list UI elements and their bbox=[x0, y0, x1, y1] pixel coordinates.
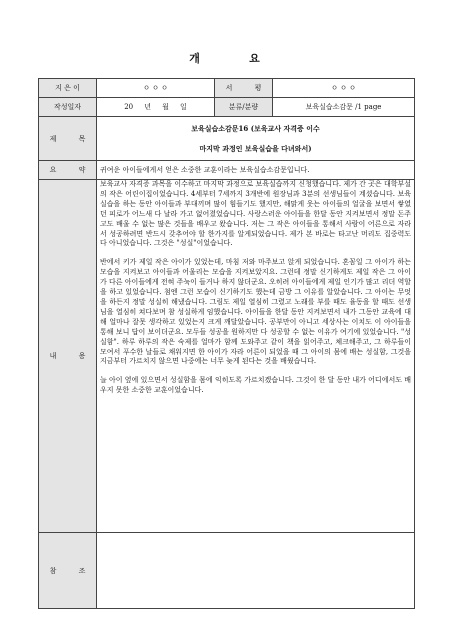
summary-row bbox=[39, 161, 415, 180]
document-title-line-2: 마지막 과정인 보육실습을 다녀와서) bbox=[199, 143, 312, 153]
reference-row bbox=[39, 533, 415, 609]
author-value: ㅇ ㅇ ㅇ bbox=[97, 79, 215, 98]
content-body bbox=[97, 180, 415, 533]
date-value: 20 년 월 일 bbox=[97, 98, 215, 117]
summary-label: 요 약 bbox=[39, 161, 97, 180]
reference-value bbox=[97, 533, 415, 609]
content-paragraph: 보육교사 자격증 과목을 이수하고 마지막 과정으로 보육실습까지 신청했습니다. 제가 간 곳은 대학부설의 작은 어린이집이었습니다. 4세부터 7세까지 3개반에 원장님과 3분의 선생님들이 계셨습니다. 보육실습을 하는 동안 아이들과 부대끼며 많이 힘들기도 했지만, 해맑게 웃는 아이들의 얼굴을 보면서 쌓였던 피로가 어느새 다 날라 가고 없어졌었습니다. 사랑스러운 아이들을 한달 동안 지켜보면서 정말 돈주고도 배울 수 없는 많은 것들을 배우고 왔습니다. 저는 그 작은 아이들을 통해서 사람이 어른으로 자라서 성공하려면 반드시 갖추어야 할 한가지를 알게되었습니다. 제가 본 바로는 타고난 머리도 집중력도 다 아니었습니다. 그것은 "성실"이었습니다. bbox=[100, 180, 411, 248]
author-row bbox=[39, 79, 415, 98]
content-label: 내 용 bbox=[39, 180, 97, 533]
category-value: 보육실습소감문 /1 page bbox=[273, 98, 415, 117]
summary-value: 귀여운 아이들에게서 얻은 소중한 교훈이라는 보육실습소감문입니다. bbox=[97, 161, 415, 180]
title-row bbox=[39, 117, 415, 161]
title-label: 제 목 bbox=[39, 117, 97, 161]
reviewer-value: ㅇ ㅇ ㅇ bbox=[273, 79, 415, 98]
date-row bbox=[39, 98, 415, 117]
date-label: 작성일자 bbox=[39, 98, 97, 117]
content-paragraph: 반에서 키가 제일 작은 아이가 있었는데, 마침 저와 마주보고 앉게 되었습니다. 혼꼼일 그 아이가 하는 모습을 지켜보고 아이들과 어울리는 모습을 지켜보았지요. 그런데 정말 신기하게도 제일 작은 그 아이가 다른 아이들에게 전혀 주눅이 들거나 하지 않더군요. 오히려 아이들에게 제일 인기가 많고 리더 역할을 하고 있었습니다. 첨엔 그런 모습이 신기하기도 했는데 금방 그 이유를 알았습니다. 그 아이는 무엇을 하든지 정말 성실히 해냈습니다. 그림도 제일 열심히 그렸고 노래를 부를 때도 율동을 할 때도 선생님을 열심히 쳐다보며 참 성실하게 임했습니다. 아이들을 한달 동안 지켜보면서 내가 그동안 교육에 대해 얼마나 잘못 생각하고 있었는지 크게 깨달았습니다. 공부만이 아니고 세상사는 이치도 이 아이들을 통해 보니 답이 보이더군요. 모두들 성공을 원하지만 다 성공할 수 없는 이유가 여기에 있었습니다. "성실함". 하루 하루의 작은 숙제를 얼마가 함께 도와주고 같이 책을 읽어주고, 체크해주고, 그 하루들이 모여서 푸수한 날들로 채워지면 한 아이가 자라 어른이 되었을 때 그 아이의 몸에 배는 성실함, 그것을 지금부터 가르치지 않으면 나중에는 너무 늦게 된다는 것을 배웠습니다. bbox=[100, 258, 411, 366]
document-title-line-1: 보육실습소감문16 (보육교사 자격증 이수 bbox=[191, 123, 320, 133]
page-title: 개 요 bbox=[189, 52, 261, 65]
content-paragraph: 늘 아이 옆에 있으면서 성실함을 몸에 익히도록 가르치겠습니다. 그것이 한 달 동안 내가 어디에서도 배우지 못한 소중한 교훈이었습니다. bbox=[100, 376, 411, 395]
reviewer-label: 서 평 bbox=[215, 79, 273, 98]
category-label: 분류/분량 bbox=[215, 98, 273, 117]
author-label: 지 은 이 bbox=[39, 79, 97, 98]
content-row bbox=[39, 180, 415, 533]
report-form bbox=[38, 78, 415, 609]
reference-label: 참 조 bbox=[39, 533, 97, 609]
document-title bbox=[97, 117, 415, 161]
